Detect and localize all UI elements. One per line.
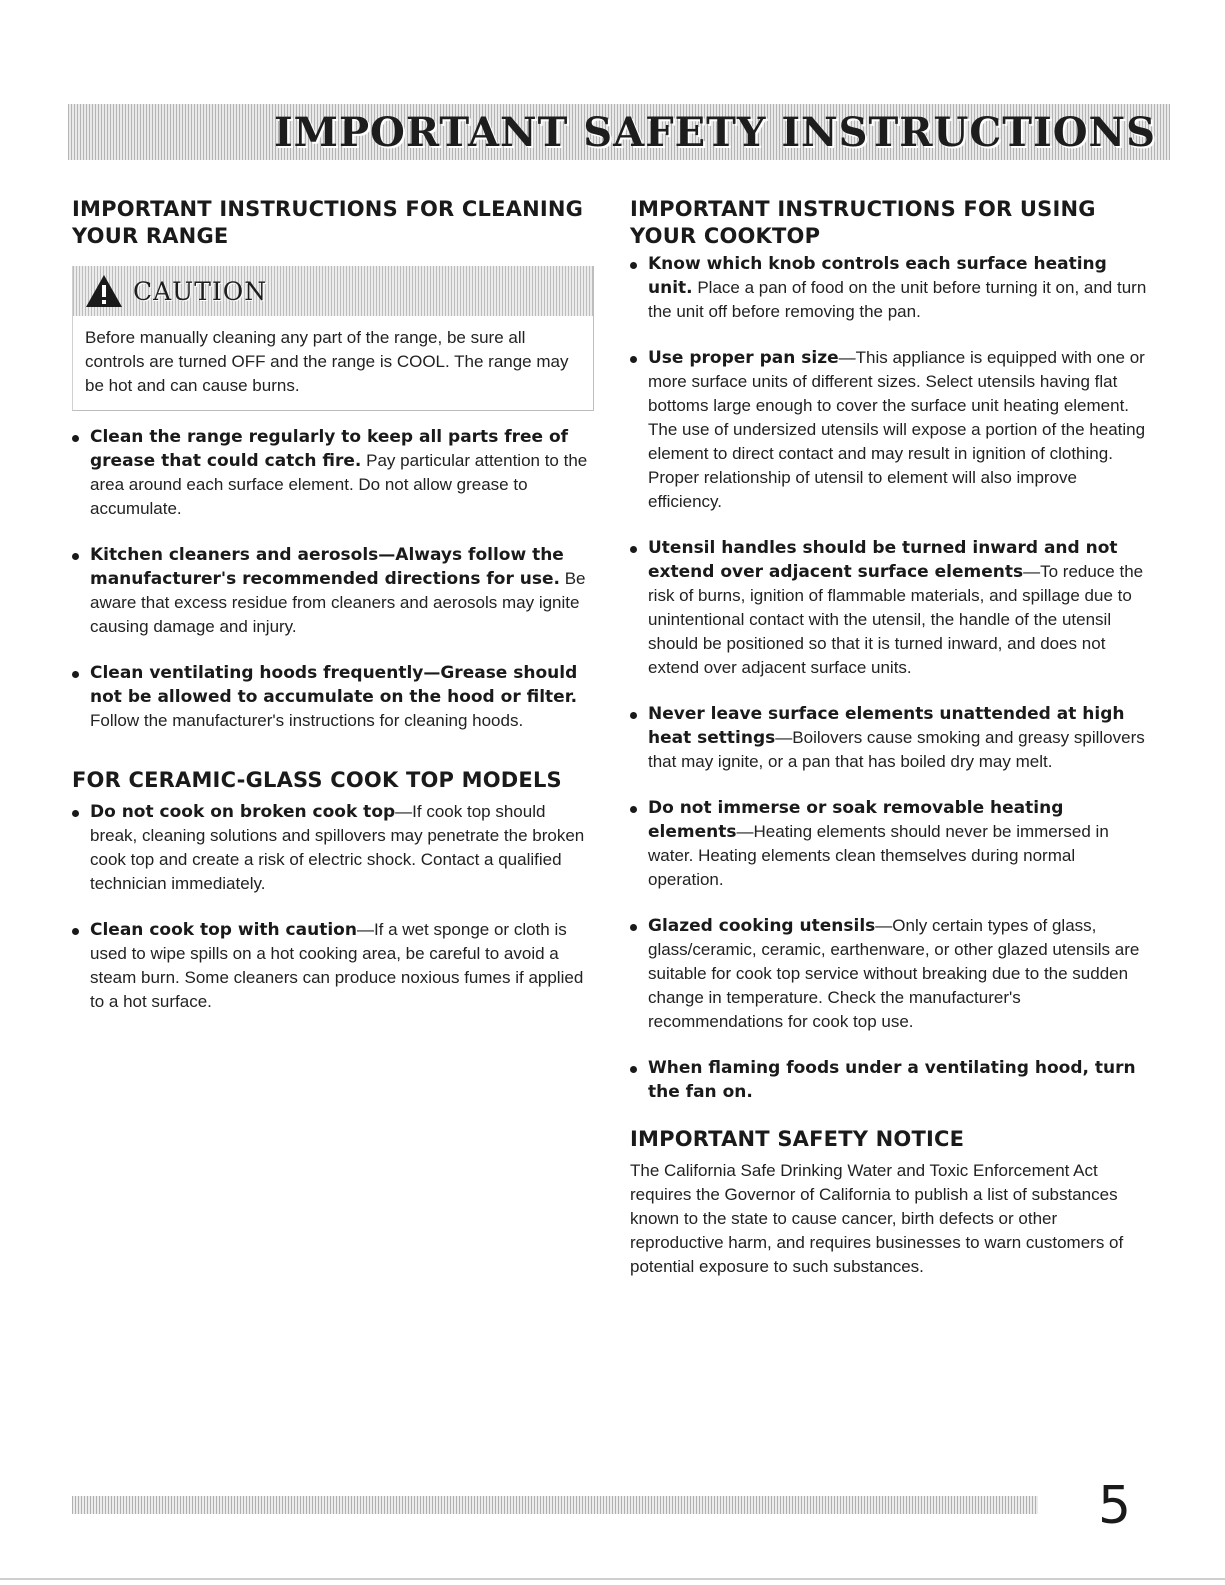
item-bold-text: Do not cook on broken cook top [90, 802, 396, 822]
bullet-icon [630, 1066, 637, 1073]
title-banner [68, 104, 1170, 160]
list-item [72, 800, 594, 896]
list-item [630, 914, 1150, 1034]
item-text: —This appliance is equipped with one or more surface units of different sizes. Select utensils having flat bottoms large enough to cover the surface unit heating element. The use of undersized utensils will expose a portion of the heating element to direct contact and may result in ignition of clothing. Proper relationship of utensil to element will also improve efficiency. [648, 348, 1146, 511]
cleaning-heading: IMPORTANT INSTRUCTIONS FOR CLEANING YOUR RANGE [72, 197, 584, 248]
item-bold-text: When flaming foods under a ventilating hood, turn the fan on. [648, 1058, 1136, 1102]
page-number: 5 [1098, 1476, 1132, 1536]
cooktop-list [630, 252, 1150, 1104]
list-item [630, 346, 1150, 514]
item-bold-text: Never leave surface elements unattended at high heat settings [648, 704, 1125, 748]
ceramic-heading: FOR CERAMIC-GLASS COOK TOP MODELS [72, 768, 562, 792]
list-item [630, 796, 1150, 892]
item-bold-text: Know which knob controls each surface heating unit. [648, 254, 1107, 298]
bullet-icon [72, 671, 79, 678]
caution-text: Before manually cleaning any part of the range, be sure all controls are turned OFF and the range is COOL. The range may be hot and can cause burns. [85, 328, 569, 395]
item-text: —To reduce the risk of burns, ignition of flammable materials, and spillage due to unintentional contact with the utensil, the handle of the utensil should be positioned so that it is turned inward, and does not extend over adjacent surface units. [648, 562, 1144, 677]
list-item [72, 918, 594, 1014]
left-column [72, 196, 594, 1036]
item-text: —Only certain types of glass, glass/ceramic, ceramic, earthenware, or other glazed utensils are suitable for cook top service without breaking due to the sudden change in temperature. Check the manufacturer's recommendations for cook top use. [648, 916, 1140, 1031]
list-item [630, 536, 1150, 680]
cooktop-heading: IMPORTANT INSTRUCTIONS FOR USING YOUR COOKTOP [630, 197, 1096, 248]
item-bold-text: Clean cook top with caution [90, 920, 357, 940]
notice-heading: IMPORTANT SAFETY NOTICE [630, 1127, 965, 1151]
item-text: —If a wet sponge or cloth is used to wipe spills on a hot cooking area, be careful to avoid a steam burn. Some cleaners can produce noxious fumes if applied to a hot surface. [90, 920, 584, 1011]
item-bold-text: Do not immerse or soak removable heating elements [648, 798, 1064, 842]
item-text: —Boilovers cause smoking and greasy spillovers that may ignite, or a pan that has boiled dry may melt. [648, 728, 1145, 771]
item-text: Be aware that excess residue from cleaners and aerosols may ignite causing damage and injury. [90, 569, 586, 636]
item-bold-text: Clean the range regularly to keep all parts free of grease that could catch fire. [90, 427, 569, 471]
bullet-icon [72, 553, 79, 560]
bullet-icon [630, 924, 637, 931]
item-text: Place a pan of food on the unit before turning it on, and turn the unit off before removing the pan. [648, 278, 1147, 321]
bullet-icon [630, 262, 637, 269]
footer-bar [72, 1496, 1038, 1514]
item-text: Pay particular attention to the area around each surface element. Do not allow grease to accumulate. [90, 451, 588, 518]
list-item [72, 425, 594, 521]
list-item [72, 543, 594, 639]
item-bold-text: Clean ventilating hoods frequently—Grease should not be allowed to accumulate on the hood or filter. [90, 663, 578, 707]
bullet-icon [72, 810, 79, 817]
bullet-icon [630, 712, 637, 719]
ceramic-list [72, 800, 594, 1014]
bullet-icon [72, 928, 79, 935]
list-item [72, 661, 594, 733]
list-item [630, 702, 1150, 774]
item-text: —If cook top should break, cleaning solutions and spillovers may penetrate the broken cook top and create a risk of electric shock. Contact a qualified technician immediately. [90, 802, 585, 893]
item-bold-text: Use proper pan size [648, 348, 839, 368]
bullet-icon [630, 356, 637, 363]
caution-header [73, 266, 593, 316]
right-column [630, 196, 1150, 1279]
item-text: Follow the manufacturer's instructions for cleaning hoods. [90, 711, 524, 730]
list-item [630, 252, 1150, 324]
notice-text: The California Safe Drinking Water and Toxic Enforcement Act requires the Governor of California to publish a list of substances known to the state to cause cancer, birth defects or other reproductive harm, and requires businesses to warn customers of potential exposure to such substances. [630, 1161, 1124, 1276]
bullet-icon [630, 546, 637, 553]
page-title: IMPORTANT SAFETY INSTRUCTIONS [273, 108, 1156, 156]
bullet-icon [630, 806, 637, 813]
cleaning-list [72, 425, 594, 733]
item-text: —Heating elements should never be immersed in water. Heating elements clean themselves during normal operation. [648, 822, 1109, 889]
caution-title: CAUTION [133, 276, 268, 306]
item-bold-text: Utensil handles should be turned inward and not extend over adjacent surface elements [648, 538, 1118, 582]
item-bold-text: Kitchen cleaners and aerosols—Always follow the manufacturer's recommended directions for use. [90, 545, 564, 589]
item-bold-text: Glazed cooking utensils [648, 916, 876, 936]
warning-triangle-icon [85, 274, 123, 308]
bottom-divider [0, 1578, 1225, 1580]
bullet-icon [72, 435, 79, 442]
caution-box [72, 266, 594, 411]
list-item [630, 1056, 1150, 1104]
